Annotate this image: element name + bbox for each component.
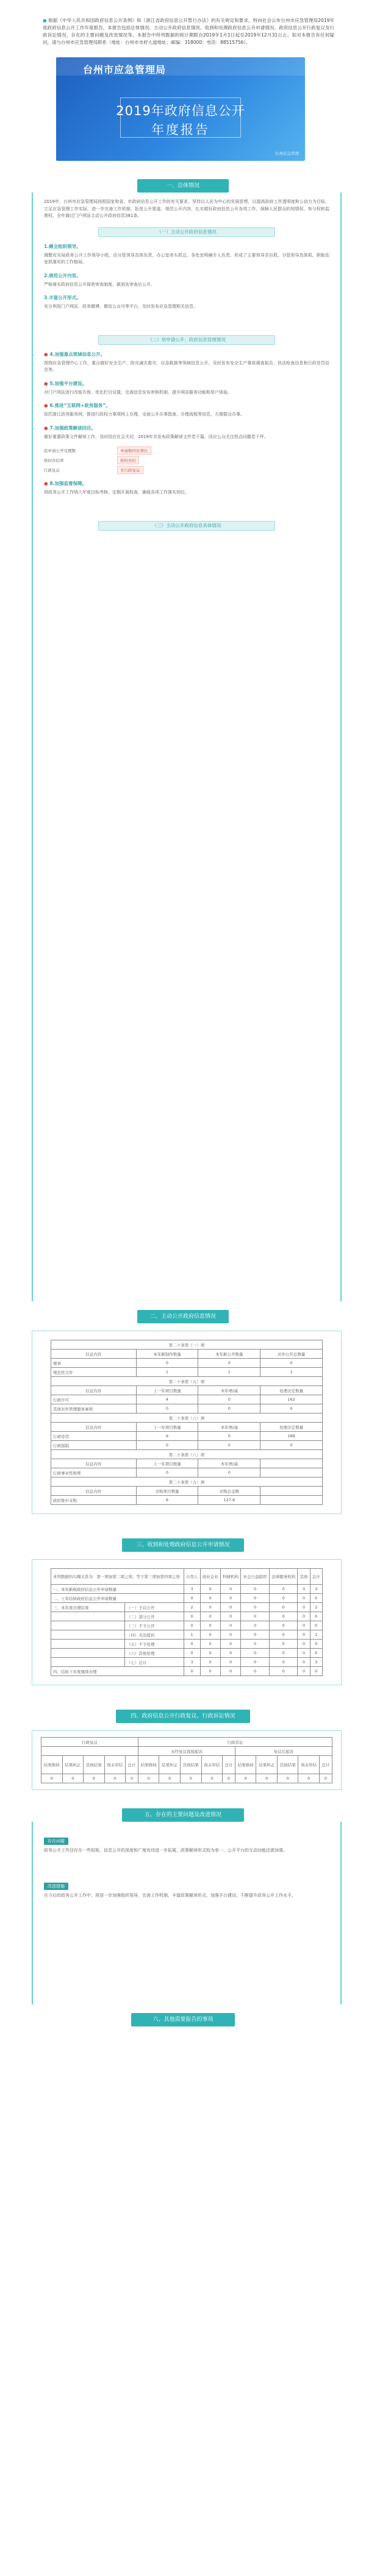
table1-head-cell: 上一年项目数量 <box>136 1386 198 1395</box>
section-heading-1: 一、总体情况 <box>137 179 229 193</box>
table1-cell: 6 <box>136 1496 198 1505</box>
table1-head-cell: 处理决定数量 <box>260 1423 323 1432</box>
table1-cell: 0 <box>198 1441 260 1450</box>
table3-col-head: 其他结果 <box>181 1756 202 1774</box>
highlight-label: 按时办结率 <box>44 458 64 463</box>
table1-head-cell: 上一年项目数量 <box>136 1459 198 1468</box>
table1-cell: 行政强制 <box>51 1441 137 1450</box>
table2-cell <box>51 1612 125 1621</box>
table2-cell <box>51 1640 125 1649</box>
table1-head-cell: 采购总金额 <box>198 1487 260 1496</box>
table3-col-head: 尚未审结 <box>104 1756 126 1774</box>
point-5-label: 5.加强平台建设。 <box>49 380 87 386</box>
table2-cell: 0 <box>310 1667 322 1676</box>
table2-cell: 0 <box>241 1640 270 1649</box>
highlight-row <box>44 447 329 455</box>
table2-cell: 0 <box>269 1603 298 1612</box>
table3-group-litigation: 行政诉讼 <box>138 1738 332 1747</box>
table1-head-cell <box>260 1487 323 1496</box>
point-4 <box>44 351 329 358</box>
point-1: 1.健全组织领导。 <box>44 243 81 249</box>
table2-cell: 0 <box>269 1649 298 1658</box>
table1-head-cell: 处理决定数量 <box>260 1386 323 1395</box>
table3-value-cell: 0 <box>41 1774 63 1783</box>
highlight-value: 无行政复议 <box>117 466 143 474</box>
table3-value-cell: 0 <box>138 1774 159 1783</box>
issues-tag-improvements: 改进措施 <box>44 1883 68 1890</box>
table3-value-cell: 0 <box>320 1774 332 1783</box>
table1-head-cell <box>260 1459 323 1468</box>
table1-cell: 0 <box>198 1404 260 1414</box>
subhead-2: （二）依申请公开、政府信息管理情况 <box>98 335 275 345</box>
table2-cell: 0 <box>310 1594 322 1603</box>
table1-head-cell: 本年增/减 <box>198 1386 260 1395</box>
table3-value-cell: 0 <box>104 1774 126 1783</box>
table1-cell: 0 <box>136 1468 198 1477</box>
table1-cell: 0 <box>136 1441 198 1450</box>
table2-cell: （一）予以公开 <box>124 1603 184 1612</box>
table1-title-2: 第二十条第（五）项 <box>51 1377 323 1386</box>
overview-para-8: 做好重要政策文件解读工作，及时回应社会关切，2019年共发布政策解读文件若干篇，回应公众关注热点问题若干件。 <box>44 434 268 439</box>
table2-cell: 0 <box>220 1585 240 1594</box>
table2-cell: 3 <box>310 1658 322 1667</box>
overview-para-1: 2019年，台州市应急管理局按照国家和省、市政府信息公开工作的有关要求，坚持以人民为中心的发展思想，以提高政府工作透明度和公信力为目标，立足应急管理工作实际，进一步完善工作机制，拓宽公开渠道，规范公开内容，扎实做好政府信息公开各项工作，保障人民群众的知情权、参与权和监督权，全年通过门户网站主动公开政府信息381条。 <box>44 199 329 218</box>
table2-cell: 0 <box>200 1667 220 1676</box>
table2-cell: 0 <box>298 1640 310 1649</box>
table1-cell <box>260 1496 323 1505</box>
table3-col-head: 结果维持 <box>138 1756 159 1774</box>
table2-cell <box>51 1658 125 1667</box>
table2-cell: 0 <box>220 1658 240 1667</box>
overview-para-9: 将政务公开工作纳入年度目标考核，定期开展检查，确保各项工作落实到位。 <box>44 490 189 495</box>
table2-cell: 0 <box>298 1603 310 1612</box>
table1-head-cell: 上一年项目数量 <box>136 1423 198 1432</box>
table2-cell: 0 <box>269 1658 298 1667</box>
active-disclosure-table-box <box>32 1331 342 1514</box>
table2-cell: 0 <box>184 1594 200 1603</box>
table2-cell: 0 <box>200 1612 220 1621</box>
table1-cell: 188 <box>260 1432 323 1441</box>
table2-cell: 0 <box>200 1649 220 1658</box>
table2-cell: 0 <box>200 1658 220 1667</box>
table2-cell: 0 <box>220 1621 240 1630</box>
section-heading-4: 四、政府信息公开行政复议、行政诉讼情况 <box>116 1710 250 1723</box>
table2-row <box>51 1621 323 1630</box>
table2-cell: 0 <box>310 1621 322 1630</box>
table1-head-cell: 信息内容 <box>51 1423 137 1432</box>
table2-cell: 0 <box>241 1658 270 1667</box>
table2-cell: 0 <box>220 1594 240 1603</box>
table2-cell: 0 <box>220 1640 240 1649</box>
table1-cell: 0 <box>198 1395 260 1404</box>
table2-cell <box>51 1649 125 1658</box>
table2-cell: 0 <box>220 1649 240 1658</box>
table2-cell: 0 <box>269 1585 298 1594</box>
table2-cell: 0 <box>200 1585 220 1594</box>
table3-value-cell: 0 <box>62 1774 84 1783</box>
table1-cell: 162 <box>260 1395 323 1404</box>
table2-head-cell: 科研机构 <box>220 1569 240 1585</box>
table2-cell: 0 <box>241 1621 270 1630</box>
table2-cell: 0 <box>184 1612 200 1621</box>
table2-cell: 0 <box>200 1640 220 1649</box>
table2-cell: 0 <box>241 1603 270 1612</box>
table1-cell: 1 <box>136 1368 198 1377</box>
table2-row <box>51 1603 323 1612</box>
table2-cell: 四、结转下年度继续办理 <box>51 1667 184 1676</box>
table2-cell: 二、上年结转政府信息公开申请数量 <box>51 1594 184 1603</box>
table1-head-cell: 对外公开总数量 <box>260 1350 323 1359</box>
table1-head-cell: 信息内容 <box>51 1459 137 1468</box>
banner-badge: 台州应急管理 <box>275 151 299 156</box>
table1-head-cell: 本年增/减 <box>198 1423 260 1432</box>
table2-cell: 0 <box>310 1612 322 1621</box>
table1-cell: 0 <box>260 1441 323 1450</box>
table2-cell: 0 <box>269 1667 298 1676</box>
issues-para-1: 政务公开工作还存在一些短板，信息公开的深度和广度有待进一步拓展，政策解读形式较为单一，公开平台的互动功能还需加强。 <box>44 1848 287 1853</box>
section-heading-5: 五、存在的主要问题及改进情况 <box>122 1808 244 1822</box>
table3-group-direct: 未经复议直接起诉 <box>138 1747 235 1756</box>
table2-cell: 1 <box>184 1630 200 1640</box>
table2-cell: 0 <box>269 1630 298 1640</box>
table2-head-cell: 总计 <box>310 1569 322 1585</box>
table3-col-head: 结果维持 <box>235 1756 256 1774</box>
table2-cell: （七）总计 <box>124 1658 184 1667</box>
table2-cell: 0 <box>220 1630 240 1640</box>
highlight-value: 按时办结 <box>117 456 139 464</box>
table2-cell: 0 <box>298 1621 310 1630</box>
table1-cell: 1 <box>198 1368 260 1377</box>
table2-cell: 0 <box>200 1630 220 1640</box>
table3-col-head: 结果纠正 <box>62 1756 84 1774</box>
table1-cell: 9 <box>136 1432 198 1441</box>
table2-cell: 0 <box>269 1640 298 1649</box>
table1-cell: 行政处罚 <box>51 1432 137 1441</box>
table3-value-cell: 0 <box>256 1774 278 1783</box>
table2-cell: 1 <box>310 1630 322 1640</box>
table1-cell: 行政许可 <box>51 1395 137 1404</box>
application-table <box>51 1568 323 1676</box>
table2-cell: 0 <box>200 1594 220 1603</box>
table1-cell: 0 <box>260 1404 323 1414</box>
point-dot-icon: ● <box>44 403 48 408</box>
table1-head-cell: 本年新制作数量 <box>136 1350 198 1359</box>
point-8-label: 8.加强监督保障。 <box>49 481 87 486</box>
table3-col-head: 总计 <box>223 1756 235 1774</box>
table2-cell <box>51 1630 125 1640</box>
table2-cell: 0 <box>298 1630 310 1640</box>
table3-value-cell: 0 <box>235 1774 256 1783</box>
highlight-label: 行政复议 <box>44 468 60 473</box>
table2-cell: 0 <box>200 1603 220 1612</box>
table2-head-cell: 法律服务机构 <box>269 1569 298 1585</box>
table2-cell: 0 <box>241 1630 270 1640</box>
table2-cell: 0 <box>220 1667 240 1676</box>
table1-head-cell: 本年新公开数量 <box>198 1350 260 1359</box>
highlight-list <box>44 447 329 474</box>
table2-cell: 三、本年度办理结果 <box>51 1603 125 1612</box>
table2-cell: （六）其他处理 <box>124 1649 184 1658</box>
table2-cell: 0 <box>298 1594 310 1603</box>
table2-cell: 0 <box>298 1612 310 1621</box>
table2-cell: （五）不予处理 <box>124 1640 184 1649</box>
table2-cell: 2 <box>184 1603 200 1612</box>
point-dot-icon: ● <box>44 380 48 386</box>
section-heading-2: 二、主动公开政府信息情况 <box>137 1310 229 1323</box>
table1-head-cell: 采购项目数量 <box>136 1487 198 1496</box>
table2-row <box>51 1649 323 1658</box>
issues-para-2: 在今后的政务公开工作中，将进一步加强组织领导，完善工作机制，丰富政策解读形式，加强平台建设，不断提升政务公开工作水平。 <box>44 1892 296 1898</box>
overview-para-6: 对门户网站进行改版升级，优化栏目设置，完善信息发布审核机制，提升网站服务功能和用户体验。 <box>44 389 232 395</box>
table1-cell: 1 <box>260 1368 323 1377</box>
table1-title-3: 第二十条第（六）项 <box>51 1414 323 1423</box>
table3-value-cell: 0 <box>126 1774 138 1783</box>
table2-cell: （二）部分公开 <box>124 1612 184 1621</box>
table3-col-head: 尚未审结 <box>201 1756 223 1774</box>
highlight-row <box>44 456 329 464</box>
overview-para-5: 围绕应急管理中心工作，重点做好安全生产、防灾减灾救灾、应急救援等领域信息公开，及时发布安全生产事故调查报告、执法检查信息和行政处罚信息等。 <box>44 360 329 372</box>
subhead-1: （一）主动公开政府信息情况 <box>98 227 275 237</box>
point-6 <box>44 402 329 409</box>
table3-col-head: 结果纠正 <box>256 1756 278 1774</box>
page-end-space <box>0 2026 366 2039</box>
section-heading-3: 三、收到和处理政府信息公开申请情况 <box>122 1538 244 1552</box>
table2-cell: 0 <box>241 1585 270 1594</box>
table2-row <box>51 1594 323 1603</box>
table2-cell: 0 <box>269 1594 298 1603</box>
table1-title-4: 第二十条第（八）项 <box>51 1450 323 1459</box>
table1-head-cell: 信息内容 <box>51 1350 137 1359</box>
highlight-value: 申请数同比增长 <box>117 447 151 455</box>
point-8 <box>44 480 329 487</box>
table3-value-cell: 0 <box>277 1774 298 1783</box>
table3-value-cell: 0 <box>201 1774 223 1783</box>
table3-value-cell: 0 <box>84 1774 105 1783</box>
table2-cell: 一、本年新收政府信息公开申请数量 <box>51 1585 184 1594</box>
table2-cell: 0 <box>298 1585 310 1594</box>
table2-cell: 0 <box>184 1649 200 1658</box>
banner-title-line2: 年度报告 <box>151 122 210 137</box>
table2-cell: 0 <box>184 1667 200 1676</box>
table1-cell: 0 <box>198 1359 260 1368</box>
table2-cell: 3 <box>184 1585 200 1594</box>
table2-cell: 0 <box>241 1594 270 1603</box>
table2-head-cell: 自然人 <box>184 1569 200 1585</box>
table2-row <box>51 1667 323 1676</box>
point-7-label: 7.加强政策解读回应。 <box>49 425 96 431</box>
active-disclosure-table <box>51 1340 323 1505</box>
table1-title-1: 第二十条第（一）项 <box>51 1340 323 1350</box>
table3-value-cell: 0 <box>159 1774 181 1783</box>
table1-cell: 4 <box>136 1395 198 1404</box>
table2-cell: 3 <box>184 1658 200 1667</box>
overview-box <box>32 193 342 1301</box>
table1-cell: 0 <box>136 1359 198 1368</box>
table2-row <box>51 1585 323 1594</box>
table3-value-cell: 0 <box>181 1774 202 1783</box>
table2-cell: 0 <box>269 1612 298 1621</box>
table2-row <box>51 1640 323 1649</box>
table1-cell: 0 <box>198 1432 260 1441</box>
table1-cell: 0 <box>198 1468 260 1477</box>
application-table-box <box>32 1559 342 1685</box>
table1-head-cell: 本年增/减 <box>198 1459 260 1468</box>
table2-cell: 0 <box>184 1621 200 1630</box>
point-dot-icon: ● <box>44 351 48 357</box>
table3-value-cell: 0 <box>298 1774 320 1783</box>
table3-empty-cell <box>41 1747 138 1756</box>
point-dot-icon: ● <box>44 425 48 431</box>
table1-cell: 行政事业性收费 <box>51 1468 137 1477</box>
table1-cell: 其他对外管理服务事项 <box>51 1404 137 1414</box>
table1-cell: 127.8 <box>198 1496 260 1505</box>
table2-cell: 0 <box>269 1621 298 1630</box>
overview-para-7: 依托浙江政务服务网，推进行政权力事项网上办理，全面公开办事指南、办理流程等信息，方便群众办事。 <box>44 412 245 417</box>
table1-head-cell: 信息内容 <box>51 1386 137 1395</box>
table2-cell: 2 <box>310 1603 322 1612</box>
table1-title-5: 第二十条第（九）项 <box>51 1477 323 1487</box>
banner-org: 台州市应急管理局 <box>83 64 167 76</box>
table3-col-head: 总计 <box>320 1756 332 1774</box>
table1-cell: 规章 <box>51 1359 137 1368</box>
point-5 <box>44 380 329 387</box>
intro-text: 根据《中华人民共和国政府信息公开条例》和《浙江省政府信息公开暂行办法》的有关规定和要求，特向社会公布台州市应急管理局2019年度政府信息公开工作年度报告。本报告包括总体情况、主动公开政府信息情况、收到和处理政府信息公开申请情况、政府信息公开行政复议及行政诉讼情况、存在的主要问题及改进情况等，本报告中所列数据的统计期限自2019年1月1日起至2019年12月31日止。如对本报告有任何疑问，请与台州市应急管理局联系（地址：台州市市府大道地址；邮编：318000；电话：88515756）。 <box>43 18 334 45</box>
table3-group-after-review: 复议后起诉 <box>235 1747 332 1756</box>
table2-cell: 0 <box>310 1649 322 1658</box>
table2-head-cell: 本列数据的勾稽关系为：第一项加第二项之和，等于第三项加第四项之和 <box>51 1569 184 1585</box>
table3-col-head: 总计 <box>126 1756 138 1774</box>
table2-cell: 3 <box>310 1585 322 1594</box>
table2-row <box>51 1658 323 1667</box>
review-table-box <box>32 1730 342 1790</box>
section-5 <box>32 1822 342 2005</box>
table2-row <box>51 1630 323 1640</box>
report-banner <box>56 57 305 161</box>
table2-cell: 0 <box>241 1649 270 1658</box>
point-3: 3.丰富公开形式。 <box>44 295 81 300</box>
table2-cell: 0 <box>200 1621 220 1630</box>
table1-cell <box>260 1468 323 1477</box>
table1-cell: 政府集中采购 <box>51 1496 137 1505</box>
table3-group-review: 行政复议 <box>41 1738 138 1747</box>
section-heading-6: 六、其他需要报告的事项 <box>131 2013 235 2026</box>
overview-para-3: 严格落实政府信息公开保密审查制度，做到先审查后公开。 <box>44 281 155 287</box>
intro-paragraph <box>43 17 334 46</box>
subhead-3: （三）主动公开政府信息具体情况 <box>98 521 275 531</box>
table1-head-cell: 信息内容 <box>51 1487 137 1496</box>
issues-box <box>32 1822 342 2005</box>
table3-col-head: 结果纠正 <box>159 1756 181 1774</box>
table2-cell: 0 <box>298 1649 310 1658</box>
table2-cell: （三）不予公开 <box>124 1621 184 1630</box>
table2-cell: 0 <box>184 1640 200 1649</box>
overview-para-2: 调整充实局政务公开工作领导小组，由分管领导具体负责，办公室牵头抓总，各处室明确专人负责，形成了主要领导亲自抓、分管领导具体抓、职能处室抓落实的工作格局。 <box>44 252 329 264</box>
table2-cell: 0 <box>241 1612 270 1621</box>
point-dot-icon: ● <box>44 481 48 486</box>
table2-row <box>51 1612 323 1621</box>
table2-cell: 0 <box>310 1640 322 1649</box>
table1-cell: 0 <box>136 1404 198 1414</box>
overview-para-4: 充分利用门户网站、政务微博、微信公众号等平台，及时发布应急管理相关信息。 <box>44 304 198 309</box>
table3-col-head: 其他结果 <box>84 1756 105 1774</box>
point-7 <box>44 425 329 431</box>
table2-cell: 0 <box>220 1603 240 1612</box>
table2-head-cell: 商业企业 <box>200 1569 220 1585</box>
table2-cell: 0 <box>220 1612 240 1621</box>
table3-value-cell: 0 <box>223 1774 235 1783</box>
highlight-row <box>44 466 329 474</box>
table1-cell: 规范性文件 <box>51 1368 137 1377</box>
banner-title-line1: 2019年政府信息公开 <box>116 104 245 118</box>
section-1 <box>32 193 342 1301</box>
intro-bullet-icon: ● <box>43 18 47 23</box>
table2-cell: 0 <box>298 1658 310 1667</box>
table3-col-head: 尚未审结 <box>298 1756 320 1774</box>
table3-col-head: 其他结果 <box>277 1756 298 1774</box>
point-6-label: 6.推进“互联网+政务服务”。 <box>49 403 110 408</box>
table2-cell: 0 <box>241 1667 270 1676</box>
table2-cell: （四）无法提供 <box>124 1630 184 1640</box>
table2-cell: 0 <box>298 1667 310 1676</box>
table1-cell: 0 <box>260 1359 323 1368</box>
highlight-label: 依申请公开受理数 <box>44 448 76 453</box>
point-4-label: 4.加强重点领域信息公开。 <box>49 351 106 357</box>
table2-head-cell: 其他 <box>298 1569 310 1585</box>
review-litigation-table <box>41 1737 332 1783</box>
issues-tag-problems: 存在问题 <box>44 1838 68 1845</box>
table2-head-cell: 社会公益组织 <box>241 1569 270 1585</box>
table3-col-head: 结果维持 <box>41 1756 63 1774</box>
point-2: 2.规范公开内容。 <box>44 272 81 278</box>
table2-cell <box>51 1621 125 1630</box>
